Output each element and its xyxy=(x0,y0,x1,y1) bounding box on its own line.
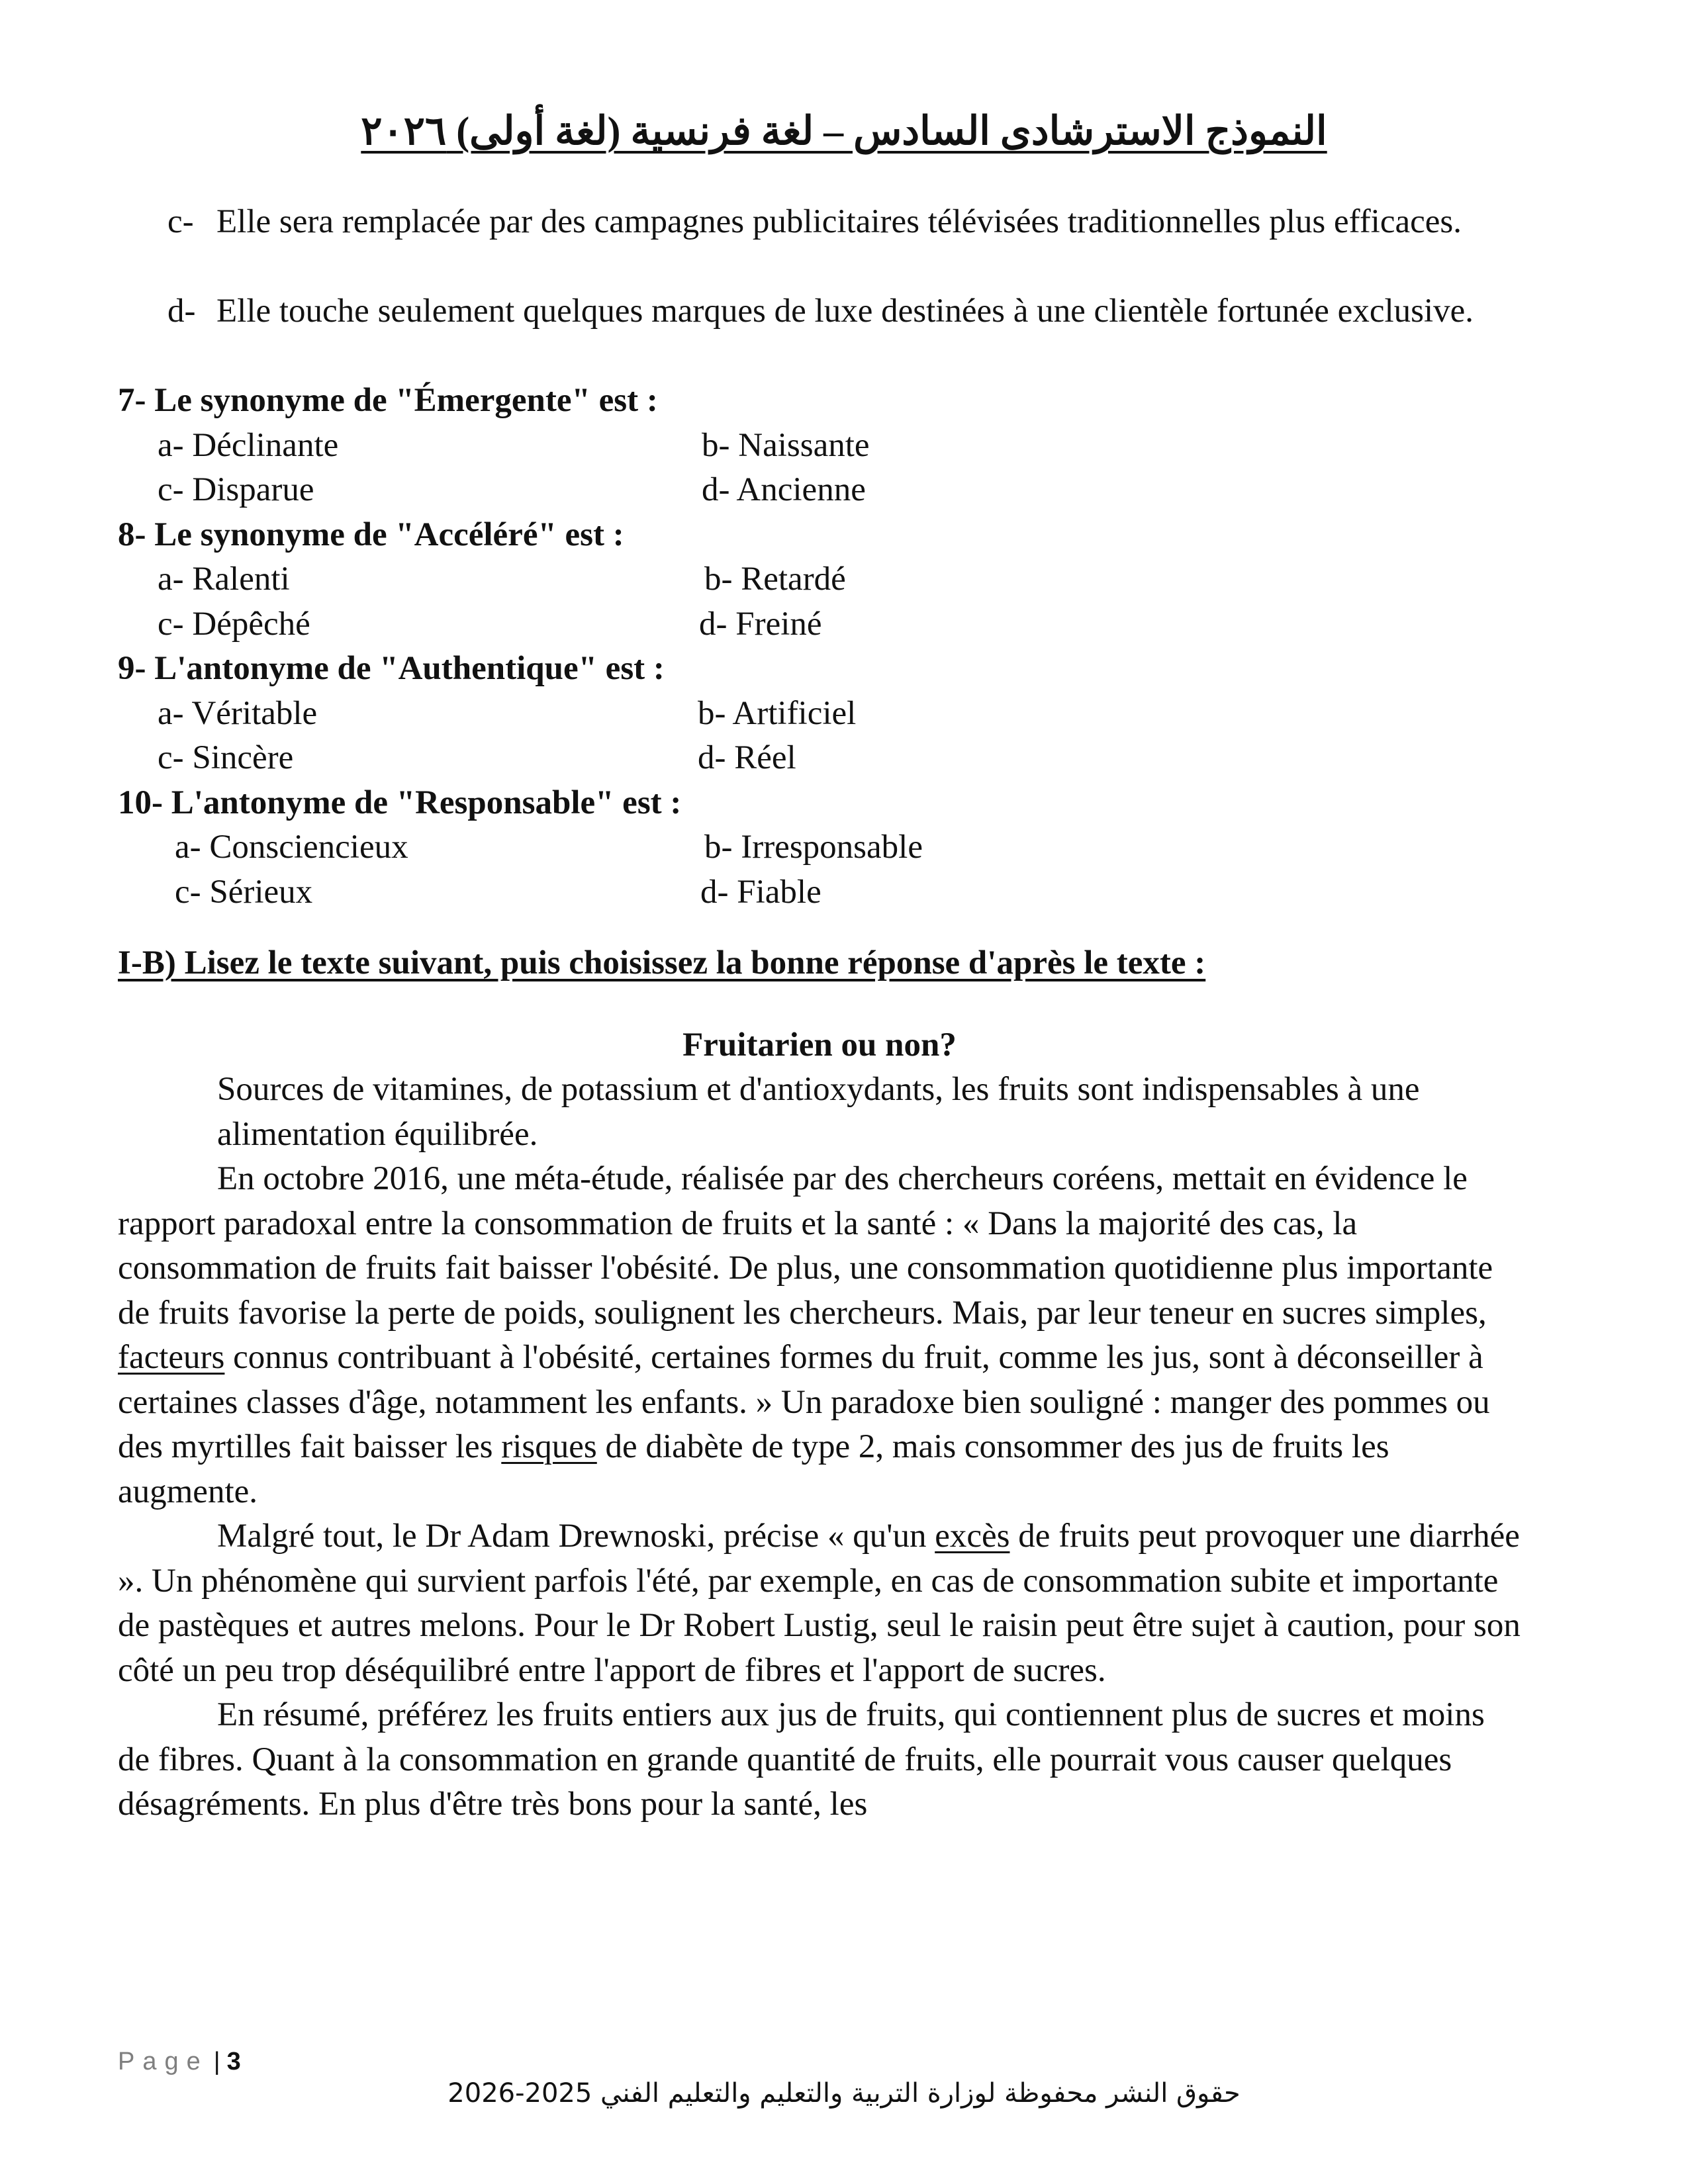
reading-title: Fruitarien ou non? xyxy=(682,1026,957,1064)
q9-option-b: b- Artificiel xyxy=(698,694,857,732)
q6-option-c-letter: c- xyxy=(167,203,194,240)
page-number: 3 xyxy=(226,2048,241,2075)
q8-row-ab xyxy=(118,557,1521,602)
q6-option-c xyxy=(167,200,1521,289)
page-separator: | xyxy=(213,2048,220,2075)
q10-option-d: d- Fiable xyxy=(700,873,821,911)
q10-option-a: a- Consciencieux xyxy=(175,829,408,866)
section-ib-heading: I-B) Lisez le texte suivant, puis choisissez la bonne réponse d'après le texte : xyxy=(118,944,1206,981)
q6-option-c-text: Elle sera remplacée par des campagnes publicitaires télévisées traditionnelles plus efficaces. xyxy=(216,203,1462,240)
exam-header xyxy=(0,105,1688,158)
page-number-footer xyxy=(118,2048,241,2076)
copyright-footer: حقوق النشر محفوظة لوزارة التربية والتعليم والتعليم الفني 2025-2026 xyxy=(447,2078,1241,2109)
underlined-word-facteurs: facteurs xyxy=(118,1339,225,1376)
underlined-word-risques: risques xyxy=(501,1428,597,1465)
q10-option-b: b- Irresponsable xyxy=(704,829,923,866)
reading-p3-part-a: Malgré tout, le Dr Adam Drewnoski, précise « qu'un xyxy=(217,1518,935,1555)
q9-row-cd xyxy=(118,736,1521,781)
q7-row-cd xyxy=(118,468,1521,513)
reading-p2-part-c: de diabète de type 2, mais consommer des jus de fruits les augmente. xyxy=(118,1428,1389,1510)
page-content xyxy=(118,200,1521,1827)
underlined-word-exces: excès xyxy=(935,1518,1010,1555)
page-label: Page xyxy=(118,2048,209,2075)
q10-row-ab xyxy=(118,825,1521,870)
q7-title: 7- Le synonyme de "Émergente" est : xyxy=(118,382,658,419)
q8-row-cd xyxy=(118,602,1521,647)
reading-p2-part-a: En octobre 2016, une méta-étude, réalisée par des chercheurs coréens, mettait en évidence le rapport paradoxal entre la consommation de fruits et la santé : « Dans la majorité des cas, la consommation de fruits fait baisser l'obésité. De plus, une consommation quotidienne plus importante de fruits favorise la perte de poids, soulignent les chercheurs. Mais, par leur teneur en sucres simples, xyxy=(118,1160,1493,1332)
q9-option-d: d- Réel xyxy=(698,739,796,776)
q8-option-c: c- Dépêché xyxy=(158,605,310,643)
q7-option-a: a- Déclinante xyxy=(158,426,339,464)
reading-p1-text: Sources de vitamines, de potassium et d'antioxydants, les fruits sont indispensables à une alimentation équilibrée. xyxy=(217,1071,1420,1153)
q6-option-d-text: Elle touche seulement quelques marques de luxe destinées à une clientèle fortunée exclusive. xyxy=(216,293,1474,330)
q7-option-d: d- Ancienne xyxy=(702,471,866,508)
q9-option-c: c- Sincère xyxy=(158,739,294,776)
reading-paragraph-4 xyxy=(118,1693,1521,1827)
q6-option-d xyxy=(167,289,1521,379)
q10-option-c: c- Sérieux xyxy=(175,873,313,911)
q8-option-d: d- Freiné xyxy=(699,605,822,643)
q7-row-ab xyxy=(118,424,1521,469)
reading-p3-part-b: de fruits peut provoquer une diarrhée ». Un phénomène qui survient parfois l'été, par exemple, en cas de consommation subite et importante de pastèques et autres melons. Pour le Dr Robert Lustig, seul le raisin peut être sujet à caution, pour son côté un peu trop déséquilibré entre l'apport de fibres et l'apport de sucres. xyxy=(118,1518,1521,1689)
reading-p4-text: En résumé, préférez les fruits entiers aux jus de fruits, qui contiennent plus de sucres et moins de fibres. Quant à la consommation en grande quantité de fruits, elle pourrait vous causer quelques désagréments. En plus d'être très bons pour la santé, les xyxy=(118,1696,1485,1823)
q9-title: 9- L'antonyme de "Authentique" est : xyxy=(118,650,665,687)
exam-header-title: النموذج الاسترشادى السادس – لغة فرنسية (لغة أولى) ٢٠٢٦ xyxy=(361,109,1327,153)
q10-row-cd xyxy=(118,870,1521,915)
q7-option-b: b- Naissante xyxy=(702,426,870,464)
q8-option-a: a- Ralenti xyxy=(158,561,290,598)
q7-option-c: c- Disparue xyxy=(158,471,314,508)
reading-paragraph-1 xyxy=(118,1068,1521,1157)
q10-title: 10- L'antonyme de "Responsable" est : xyxy=(118,784,682,821)
q9-row-ab xyxy=(118,692,1521,737)
q8-title: 8- Le synonyme de "Accéléré" est : xyxy=(118,516,624,553)
q6-option-d-letter: d- xyxy=(167,293,196,330)
reading-paragraph-2 xyxy=(118,1157,1521,1514)
reading-p2-part-b: connus contribuant à l'obésité, certaines formes du fruit, comme les jus, sont à déconseiller à certaines classes d'âge, notamment les enfants. » Un paradoxe bien souligné : manger des pommes ou des myrtilles fait baisser les xyxy=(118,1339,1490,1465)
reading-paragraph-3 xyxy=(118,1514,1521,1693)
q9-option-a: a- Véritable xyxy=(158,694,318,732)
q8-option-b: b- Retardé xyxy=(704,561,846,598)
